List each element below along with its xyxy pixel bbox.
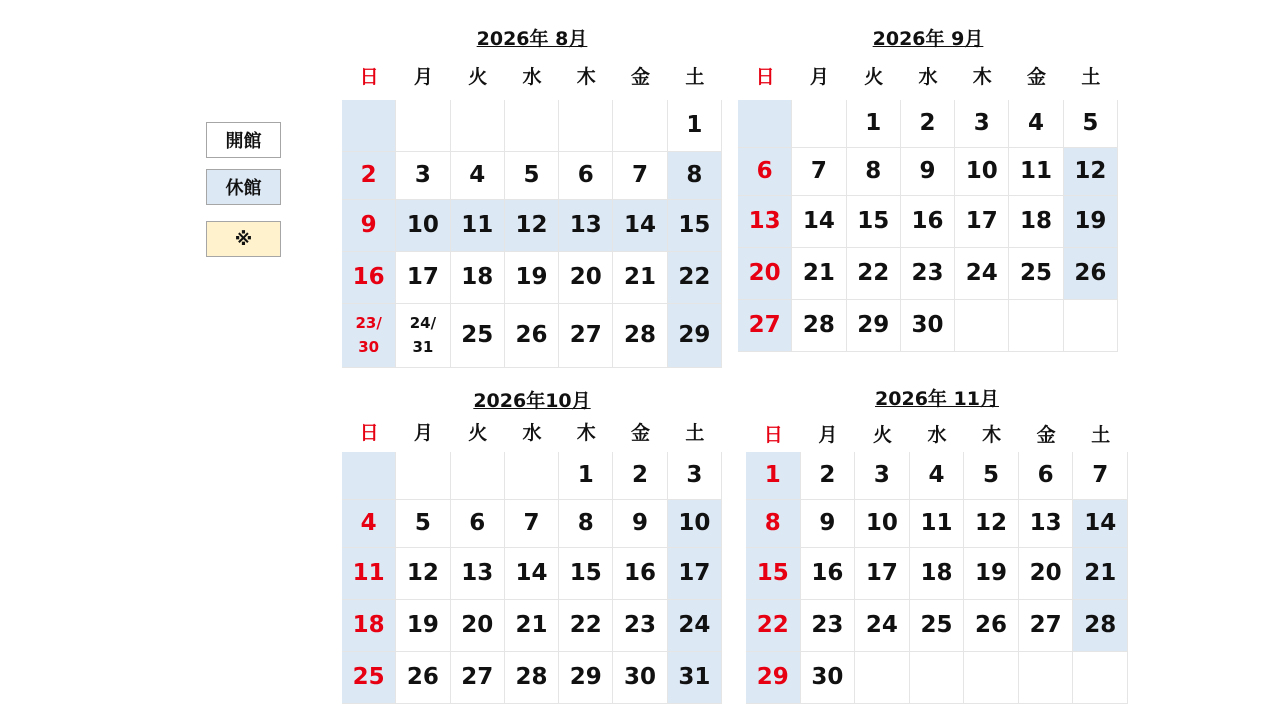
weekday-label: 月 — [809, 66, 829, 88]
day-cell: 15 — [559, 548, 613, 600]
empty-day-cell — [1019, 652, 1074, 704]
day-cell: 19 — [1064, 196, 1118, 248]
empty-day-cell — [855, 652, 910, 704]
day-cell: 29 — [847, 300, 901, 352]
day-cell: 5 — [505, 152, 559, 200]
day-cell: 6 — [451, 500, 505, 548]
day-cell: 20 — [738, 248, 792, 300]
day-cell: 11 — [910, 500, 965, 548]
day-cell: 12 — [505, 200, 559, 252]
day-cell: 28 — [1073, 600, 1128, 652]
day-cell: 16 — [342, 252, 396, 304]
calendar-title: 2026年 11月 — [875, 388, 999, 410]
day-cell: 22 — [746, 600, 801, 652]
day-cell: 18 — [910, 548, 965, 600]
day-cell: 2 — [613, 452, 667, 500]
day-cell: 9 — [801, 500, 856, 548]
weekday-label: 日 — [359, 422, 379, 444]
day-cell: 1 — [746, 452, 801, 500]
weekday-label: 土 — [1081, 66, 1101, 88]
weekday-label: 火 — [872, 424, 892, 446]
day-cell: 18 — [342, 600, 396, 652]
weekday-label: 土 — [685, 66, 705, 88]
day-cell: 23 — [901, 248, 955, 300]
day-cell: 15 — [668, 200, 722, 252]
weekday-label: 火 — [864, 66, 884, 88]
empty-day-cell — [910, 652, 965, 704]
day-cell: 2 — [901, 100, 955, 148]
weekday-label: 金 — [1027, 66, 1047, 88]
day-cell: 3 — [396, 152, 450, 200]
weekday-header — [738, 62, 1118, 89]
day-cell: 7 — [613, 152, 667, 200]
weekday-label: 土 — [1091, 424, 1111, 446]
day-cell: 6 — [559, 152, 613, 200]
calendar-november — [746, 384, 1128, 706]
day-cell: 21 — [1073, 548, 1128, 600]
day-cell: 27 — [451, 652, 505, 704]
weekday-label: 金 — [631, 66, 651, 88]
weekday-label: 金 — [631, 422, 651, 444]
empty-day-cell — [505, 452, 559, 500]
day-cell: 21 — [792, 248, 846, 300]
day-number-second: 30 — [358, 337, 380, 356]
day-cell: 16 — [901, 196, 955, 248]
day-cell: 20 — [1019, 548, 1074, 600]
day-cell: 8 — [559, 500, 613, 548]
day-cell: 19 — [505, 252, 559, 304]
empty-day-cell — [792, 100, 846, 148]
day-cell: 18 — [451, 252, 505, 304]
day-cell: 26 — [505, 304, 559, 368]
weekday-label: 水 — [522, 66, 542, 88]
day-cell: 17 — [668, 548, 722, 600]
day-cell: 24 — [855, 600, 910, 652]
calendar-august — [342, 24, 722, 366]
empty-day-cell — [1064, 300, 1118, 352]
day-cell: 3 — [855, 452, 910, 500]
day-cell: 25 — [342, 652, 396, 704]
day-cell: 11 — [342, 548, 396, 600]
empty-day-cell — [955, 300, 1009, 352]
empty-day-cell — [1073, 652, 1128, 704]
day-cell: 9 — [901, 148, 955, 196]
empty-day-cell — [1009, 300, 1063, 352]
weekday-header — [342, 62, 722, 89]
day-cell: 12 — [964, 500, 1019, 548]
calendar-grid — [746, 452, 1128, 704]
empty-day-cell — [342, 100, 396, 152]
empty-day-cell — [738, 100, 792, 148]
weekday-label: 月 — [413, 422, 433, 444]
day-cell: 4 — [910, 452, 965, 500]
empty-day-cell — [451, 452, 505, 500]
weekday-label: 土 — [685, 422, 705, 444]
weekday-label: 水 — [522, 422, 542, 444]
day-cell: 3 — [668, 452, 722, 500]
day-cell: 4 — [1009, 100, 1063, 148]
day-cell: 1 — [559, 452, 613, 500]
weekday-label: 月 — [413, 66, 433, 88]
day-cell: 28 — [505, 652, 559, 704]
day-cell: 14 — [1073, 500, 1128, 548]
day-cell: 27 — [559, 304, 613, 368]
day-cell: 16 — [613, 548, 667, 600]
day-cell: 21 — [505, 600, 559, 652]
day-cell: 17 — [396, 252, 450, 304]
legend-closed: 休館 — [206, 169, 281, 205]
day-cell: 21 — [613, 252, 667, 304]
weekday-label: 金 — [1036, 424, 1056, 446]
day-cell: 30 — [801, 652, 856, 704]
weekday-label: 月 — [818, 424, 838, 446]
day-cell: 8 — [746, 500, 801, 548]
day-cell: 6 — [1019, 452, 1074, 500]
day-cell: 15 — [847, 196, 901, 248]
day-cell: 22 — [559, 600, 613, 652]
day-cell: 4 — [451, 152, 505, 200]
day-cell: 5 — [1064, 100, 1118, 148]
day-cell: 25 — [451, 304, 505, 368]
day-cell: 6 — [738, 148, 792, 196]
day-cell: 2 — [342, 152, 396, 200]
day-cell: 12 — [1064, 148, 1118, 196]
day-cell: 16 — [801, 548, 856, 600]
day-cell: 11 — [451, 200, 505, 252]
day-cell: 23 — [613, 600, 667, 652]
day-cell: 3 — [955, 100, 1009, 148]
day-cell: 1 — [668, 100, 722, 152]
day-cell: 29 — [559, 652, 613, 704]
day-cell: 20 — [451, 600, 505, 652]
day-cell: 17 — [955, 196, 1009, 248]
day-cell: 25 — [1009, 248, 1063, 300]
day-cell: 11 — [1009, 148, 1063, 196]
day-cell: 13 — [738, 196, 792, 248]
legend-open: 開館 — [206, 122, 281, 158]
weekday-label: 日 — [763, 424, 783, 446]
day-cell: 10 — [668, 500, 722, 548]
day-cell: 13 — [559, 200, 613, 252]
day-cell: 1 — [847, 100, 901, 148]
day-cell: 24 — [668, 600, 722, 652]
calendar-title: 2026年 9月 — [872, 28, 984, 50]
day-cell: 29 — [668, 304, 722, 368]
weekday-label: 日 — [755, 66, 775, 88]
weekday-label: 木 — [982, 424, 1002, 446]
day-cell: 30 — [901, 300, 955, 352]
calendar-september — [738, 24, 1118, 354]
day-cell: 23 — [801, 600, 856, 652]
empty-day-cell — [559, 100, 613, 152]
day-cell: 31 — [668, 652, 722, 704]
weekday-label: 木 — [576, 66, 596, 88]
day-number-second: 31 — [412, 337, 434, 356]
empty-day-cell — [396, 452, 450, 500]
day-cell: 14 — [613, 200, 667, 252]
calendar-grid — [342, 100, 722, 368]
day-cell: 8 — [847, 148, 901, 196]
day-cell: 5 — [964, 452, 1019, 500]
day-cell: 14 — [792, 196, 846, 248]
weekday-header — [342, 418, 722, 445]
empty-day-cell — [613, 100, 667, 152]
day-cell: 13 — [1019, 500, 1074, 548]
day-cell — [396, 304, 450, 368]
calendar-title: 2026年 8月 — [476, 28, 588, 50]
day-cell: 7 — [792, 148, 846, 196]
day-cell: 13 — [451, 548, 505, 600]
day-cell: 29 — [746, 652, 801, 704]
day-cell: 10 — [396, 200, 450, 252]
day-cell: 12 — [396, 548, 450, 600]
empty-day-cell — [505, 100, 559, 152]
calendar-grid — [738, 100, 1118, 352]
day-cell: 7 — [1073, 452, 1128, 500]
day-cell: 27 — [1019, 600, 1074, 652]
day-cell: 22 — [847, 248, 901, 300]
day-cell: 22 — [668, 252, 722, 304]
day-cell: 24 — [955, 248, 1009, 300]
day-cell: 14 — [505, 548, 559, 600]
day-cell: 10 — [955, 148, 1009, 196]
day-cell: 26 — [964, 600, 1019, 652]
empty-day-cell — [451, 100, 505, 152]
day-cell: 20 — [559, 252, 613, 304]
day-cell: 28 — [613, 304, 667, 368]
day-cell: 25 — [910, 600, 965, 652]
weekday-label: 水 — [918, 66, 938, 88]
empty-day-cell — [342, 452, 396, 500]
day-number: 23/ — [355, 313, 382, 332]
empty-day-cell — [964, 652, 1019, 704]
day-cell: 10 — [855, 500, 910, 548]
weekday-label: 木 — [576, 422, 596, 444]
calendar-october — [342, 386, 722, 706]
weekday-label: 水 — [927, 424, 947, 446]
day-cell: 28 — [792, 300, 846, 352]
weekday-label: 木 — [972, 66, 992, 88]
day-cell: 19 — [396, 600, 450, 652]
day-cell: 15 — [746, 548, 801, 600]
day-cell: 4 — [342, 500, 396, 548]
day-cell: 5 — [396, 500, 450, 548]
day-cell — [342, 304, 396, 368]
day-cell: 2 — [801, 452, 856, 500]
weekday-label: 火 — [468, 66, 488, 88]
weekday-header — [746, 420, 1128, 447]
day-cell: 9 — [342, 200, 396, 252]
legend-note: ※ — [206, 221, 281, 257]
day-cell: 27 — [738, 300, 792, 352]
day-cell: 19 — [964, 548, 1019, 600]
day-cell: 26 — [1064, 248, 1118, 300]
day-cell: 7 — [505, 500, 559, 548]
day-cell: 26 — [396, 652, 450, 704]
day-cell: 30 — [613, 652, 667, 704]
calendar-grid — [342, 452, 722, 704]
day-cell: 9 — [613, 500, 667, 548]
empty-day-cell — [396, 100, 450, 152]
calendar-title: 2026年10月 — [473, 390, 591, 412]
day-cell: 18 — [1009, 196, 1063, 248]
weekday-label: 日 — [359, 66, 379, 88]
day-number: 24/ — [409, 313, 437, 332]
day-cell: 8 — [668, 152, 722, 200]
day-cell: 17 — [855, 548, 910, 600]
weekday-label: 火 — [468, 422, 488, 444]
